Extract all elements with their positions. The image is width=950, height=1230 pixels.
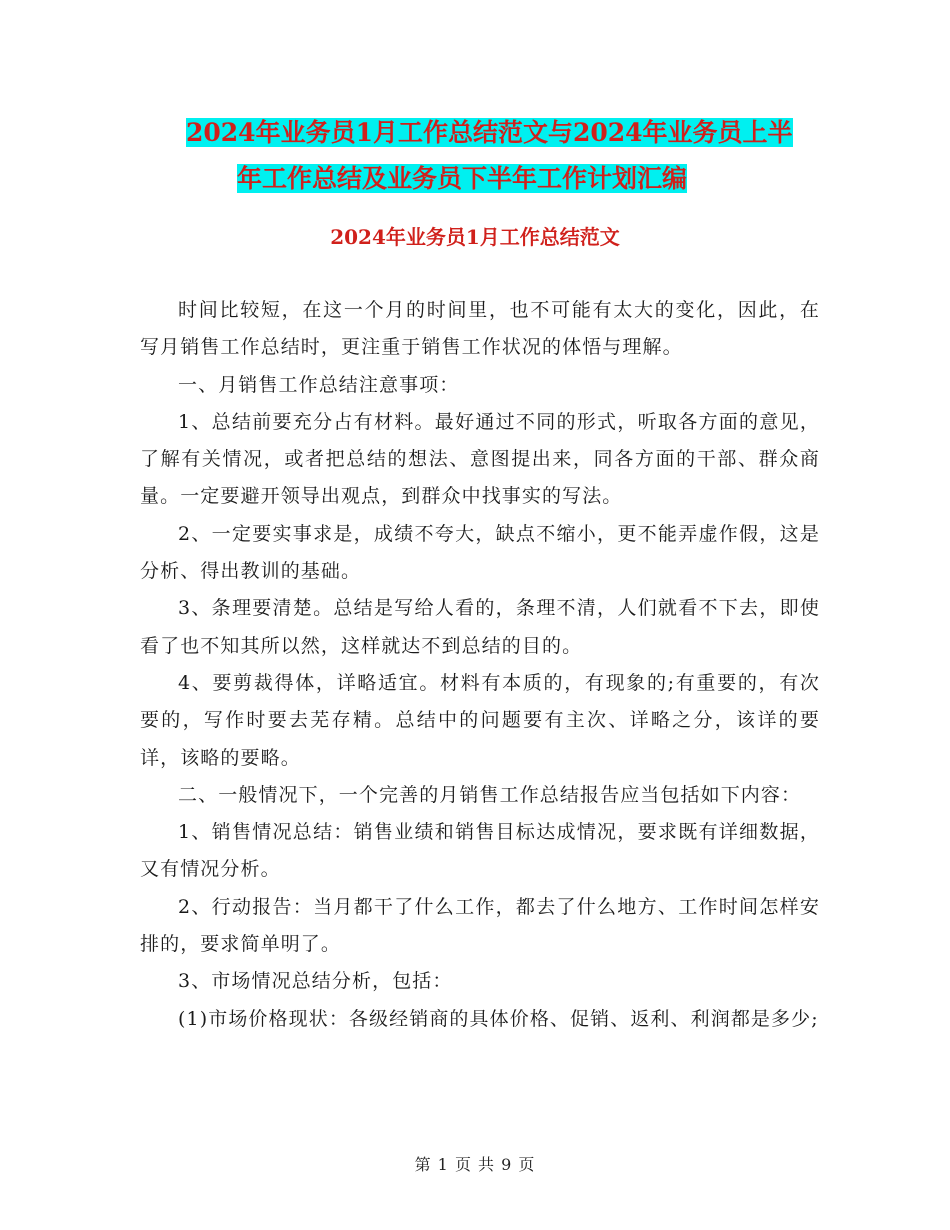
paragraph: 二、一般情况下，一个完善的月销售工作总结报告应当包括如下内容： [178, 783, 802, 806]
paragraph: 3、条理要清楚。总结是写给人看的，条理不清，人们就看不下去，即使看了也不知其所以然，这样就达不到总结的目的。 [140, 597, 820, 657]
document-body [140, 292, 820, 1038]
page-number-footer: 第 1 页 共 9 页 [414, 1155, 536, 1174]
paragraph: 1、总结前要充分占有材料。最好通过不同的形式，听取各方面的意见，了解有关情况，或者把总结的想法、意图提出来，同各方面的干部、群众商量。一定要避开领导出观点，到群众中找事实的写法。 [140, 410, 820, 508]
section-title: 2024年业务员1月工作总结范文 [330, 225, 620, 249]
paragraph: 1、销售情况总结：销售业绩和销售目标达成情况，要求既有详细数据，又有情况分析。 [140, 821, 820, 881]
paragraph: 一、月销售工作总结注意事项： [178, 373, 460, 396]
paragraph: 时间比较短，在这一个月的时间里，也不可能有太大的变化，因此，在写月销售工作总结时，更注重于销售工作状况的体悟与理解。 [140, 299, 820, 359]
document-title-line-1 [140, 110, 820, 156]
paragraph: 2、行动报告：当月都干了什么工作，都去了什么地方、工作时间怎样安排的，要求简单明了。 [140, 895, 820, 956]
paragraph: 3、市场情况总结分析，包括： [178, 970, 453, 993]
paragraph: (1)市场价格现状：各级经销商的具体价格、促销、返利、利润都是多少; [178, 1007, 819, 1030]
title-highlight-1: 2024年业务员1月工作总结范文与2024年业务员上半 [186, 118, 793, 147]
paragraph: 2、一定要实事求是，成绩不夸大，缺点不缩小，更不能弄虚作假，这是分析、得出教训的基础。 [140, 522, 820, 583]
document-title [140, 110, 820, 202]
document-title-line-2 [140, 156, 820, 202]
paragraph: 4、要剪裁得体，详略适宜。材料有本质的，有现象的;有重要的，有次要的，写作时要去芜存精。总结中的问题要有主次、详略之分，该详的要详，该略的要略。 [140, 671, 820, 769]
title-highlight-2: 年工作总结及业务员下半年工作计划汇编 [237, 164, 688, 193]
